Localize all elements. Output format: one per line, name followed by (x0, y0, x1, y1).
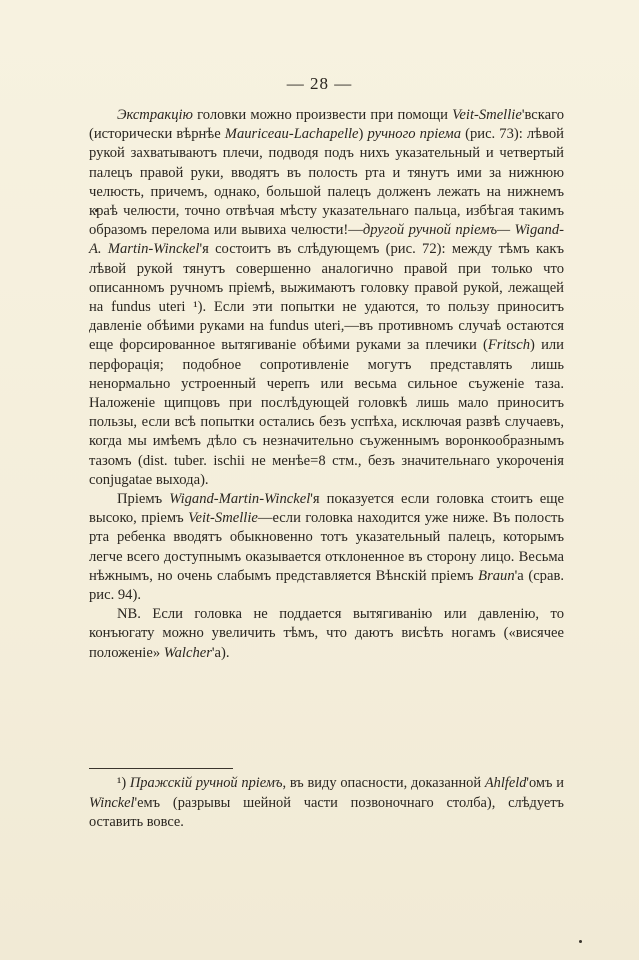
paragraph-nb (89, 605, 564, 663)
text-run: головки можно произвести при помощи (192, 107, 453, 123)
text-run: 'а). (211, 644, 230, 661)
text-run: 'вскаго (исторически вѣрнѣе (89, 107, 564, 143)
text-run: 'а (срав. рис. 94). (89, 567, 564, 604)
footnote-marker: ¹) (117, 775, 130, 791)
author-name: Fritsch (487, 337, 531, 354)
author-name: Veit-Smellie (188, 510, 258, 527)
print-speck (579, 940, 582, 943)
text-run: —если головка находится уже ниже. Въ полость рта ребенка вводятъ обыкновенно тотъ указательный палецъ, которымъ легче всего доступнымъ оказывается отклоненное въ сторону лицо. Весьма нѣжнымъ, но очень слабымъ представляется Вѣнскій пріемъ (89, 510, 564, 584)
text-run: , въ виду опасности, доказанной (282, 775, 485, 791)
text-run: 'емъ (разрывы шейной части позвоночнаго столба), слѣдуетъ оставить вовсе. (89, 794, 564, 830)
emphasis-term: ручного пріема (367, 126, 462, 143)
paragraph-extraction (89, 106, 564, 490)
author-name: Wigand-Martin-Winckel (169, 491, 311, 508)
author-name: Walcher (163, 644, 212, 661)
emphasis-term: Пражскій ручной пріемъ (129, 775, 283, 791)
footnote-divider (89, 768, 233, 769)
text-run: ) или перфорація; подобное сопротивленіе могутъ представлять лишь ненормально устроенный черепъ или весьма сильное съуженіе таза. Наложеніе щипцовъ при послѣдующей головкѣ лишь мало приноситъ пользы, если всѣ попытки остались безъ успѣха, исключая развѣ случаевъ, когда мы имѣемъ дѣло съ незначительно съуженнымъ воронкообразнымъ тазомъ (dist. tuber. ischii не менѣе=8 стм., безъ значительнаго укороченія conjugatae выхода). (89, 337, 564, 488)
footnote (89, 774, 564, 833)
main-text (89, 106, 564, 663)
text-run: ) (358, 126, 368, 143)
emphasis-term: другой ручной пріемъ— Wigand-A. Martin-Winckel (89, 222, 564, 258)
text-run: 'я состоитъ въ слѣдующемъ (рис. 72): между тѣмъ какъ лѣвой рукой тянутъ совершенно аналогично правой при только что описанномъ ручномъ пріемѣ, выжимаютъ головку правой рукой, лежащей на fundus uteri ¹). Если эти попытки не удаются, то пользу приноситъ давленіе обѣими руками на fundus uteri,—въ противномъ случаѣ остаются еще форсированное вытягиваніе обѣими руками за плечики ( (89, 241, 564, 354)
author-name: Mauriceau-Lachapelle (224, 126, 359, 143)
author-name: Winckel (89, 794, 135, 811)
author-name: Veit-Smellie (452, 107, 522, 123)
text-run: 'омъ и (526, 775, 564, 791)
text-run: NB. Если головка не поддается вытягиванію или давленію, то конъюгату можно увеличить тѣмъ, что даютъ висѣть ногамъ («висячее положеніе» (89, 606, 564, 661)
author-name: Ahlfeld (484, 775, 527, 791)
page-number: — 28 — (286, 74, 353, 93)
author-name: Braun (478, 567, 515, 584)
text-run: (рис. 73): лѣвой рукой захватываютъ плечи, подводя подъ нихъ указательный и четвертый палецъ правой руки, вводятъ въ полость рта и тянутъ ими за нижнюю челюсть, причемъ, однако, большой палецъ долженъ лежать на нижнемъ краѣ челюсти, точно отвѣчая мѣсту указательнаго пальца, избѣгая такимъ образомъ перелома или вывиха челюсти!— (89, 126, 564, 239)
text-run: Пріемъ (117, 491, 170, 508)
emphasis-term: Экстракцію (117, 107, 193, 123)
text-run: 'я показуется если головка стоитъ еще высоко, пріемъ (89, 491, 564, 527)
paragraph-wigand (89, 490, 564, 605)
